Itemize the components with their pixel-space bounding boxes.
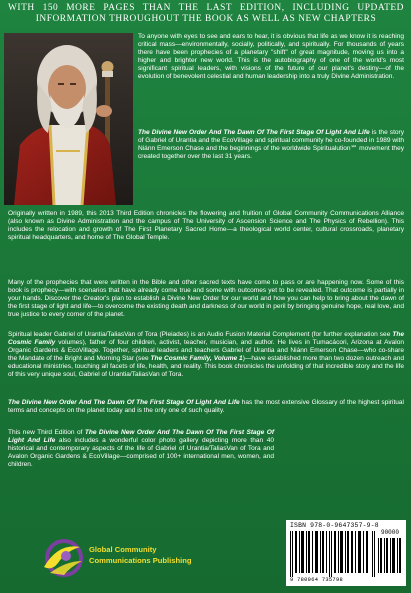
book-title: The Divine New Order And The Dawn Of The First Stage Of Light And Life bbox=[8, 429, 274, 445]
glossary-text: has the most extensive Glossary of the highest spiritual terms and concepts on the planet today and is the only one of such quality. bbox=[8, 399, 404, 415]
gallery-text: also includes a wonderful color photo gallery depicting more than 40 historical and contemporary aspects of the life of Gabriel of Urantia/TaliasVan of Tora and Avalon Organic Gardens & EcoVillage—comprised of 100+ international men, women, and children. bbox=[8, 437, 274, 469]
bio-text-part2: volumes), father of four children, activist, teacher, musician, and author. He lives in Tumacácori, Arizona at Avalon Organic Gardens & EcoVillage. Together, spiritual leaders and teachers Gabriel of Urantia and Niánn Emerson Chase—who co-share the Mandate of the Bright and Morning Star (see bbox=[8, 339, 404, 363]
author-photo bbox=[4, 33, 133, 205]
ean-barcode-bars bbox=[290, 531, 376, 577]
isbn-number: ISBN 978-0-9647357-9-8 bbox=[290, 522, 379, 529]
bio-text-part1: Spiritual leader Gabriel of Urantia/TaliasVan of Tora (Pleiades) is an Audio Fusion Material Complement (for further explanation see bbox=[8, 331, 393, 338]
publisher-line2: Communications Publishing bbox=[89, 556, 192, 565]
price-code: 90000 bbox=[380, 529, 399, 536]
intro-paragraph: To anyone with eyes to see and ears to hear, it is obvious that life as we know it is reaching critical mass—environmentally, socially, politically, and spiritually. For thousands of years there have been prophecies of a planetary "shift" of great magnitude, moving us into a higher and brighter new world. This is the autobiography of one of the world's most significant spiritual leaders, with visions of the future of our planet's destiny—of the evolution of benevolent celestial and human leadership into a truly Divine Administration. bbox=[138, 33, 404, 81]
bio-text-part3: )—have established more than two dozen outreach and educational ministries, touching all facets of life, health, and reality. This book chronicles the unfolding of that incredible story and the life of this very unique soul, Gabriel of Urantia/TaliasVan of Tora. bbox=[8, 355, 404, 379]
prophecy-paragraph: Many of the prophecies that were written in the Bible and other sacred texts have come to pass or are happening now. Some of this book is prophecy—with scenarios that have already come true and some with outcomes yet to be revealed. That outcome is partially in your hands. Discover the Creator's plan to establish a Divine New Order for our world and how you can help to bring about the dawn of the first stage of light and life—to overcome the existing death and darkness of our world in peril by bringing genuine hope, real love, and true justice to every corner of the planet. bbox=[8, 279, 404, 319]
author-portrait-image bbox=[4, 33, 133, 205]
barcode-number: 9 780964 735798 bbox=[290, 577, 344, 583]
edition-history-paragraph: Originally written in 1989, this 2013 Third Edition chronicles the flowering and fruition of Global Community Communications Alliance (also known as Divine Administration and the campus of The University of Ascension Science and The Physics of Rebellion). This includes the relocation and growth of The First Planetary Sacred Home—a theological world center, cultural crossroads, planetary spiritual headquarters, and home of The Global Temple. bbox=[8, 210, 404, 242]
glossary-paragraph bbox=[8, 399, 404, 415]
book-story-paragraph bbox=[138, 129, 404, 161]
book-title: The Divine New Order And The Dawn Of The First Stage Of Light And Life bbox=[8, 399, 240, 406]
publisher-line1: Global Community bbox=[89, 545, 157, 554]
cosmic-family-volume-ref: The Cosmic Family, Volume 1 bbox=[150, 355, 243, 363]
cosmic-family-ref: The Cosmic Family bbox=[8, 331, 404, 347]
publisher-name bbox=[89, 544, 229, 566]
book-story-text: is the story of Gabriel of Urantia and the EcoVillage and spiritual community he co-founded in 1989 with Niánn Emerson Chase and the beginnings of the worldwide Spiritualution℠ movement they created together over the last 31 years. bbox=[138, 129, 404, 161]
photo-gallery-paragraph bbox=[8, 429, 274, 469]
gallery-intro: This new Third Edition of bbox=[8, 429, 85, 436]
price-barcode-bars bbox=[378, 538, 402, 573]
isbn-barcode bbox=[286, 520, 406, 586]
book-title: The Divine New Order And The Dawn Of The First Stage Of Light And Life bbox=[138, 129, 370, 136]
author-bio-paragraph bbox=[8, 331, 404, 380]
swirl-globe-logo-icon bbox=[40, 537, 84, 579]
edition-banner: WITH 150 MORE PAGES THAN THE LAST EDITION, INCLUDING UPDATED INFORMATION THROUGHOUT THE BOOK AS WELL AS NEW CHAPTERS bbox=[8, 3, 404, 25]
